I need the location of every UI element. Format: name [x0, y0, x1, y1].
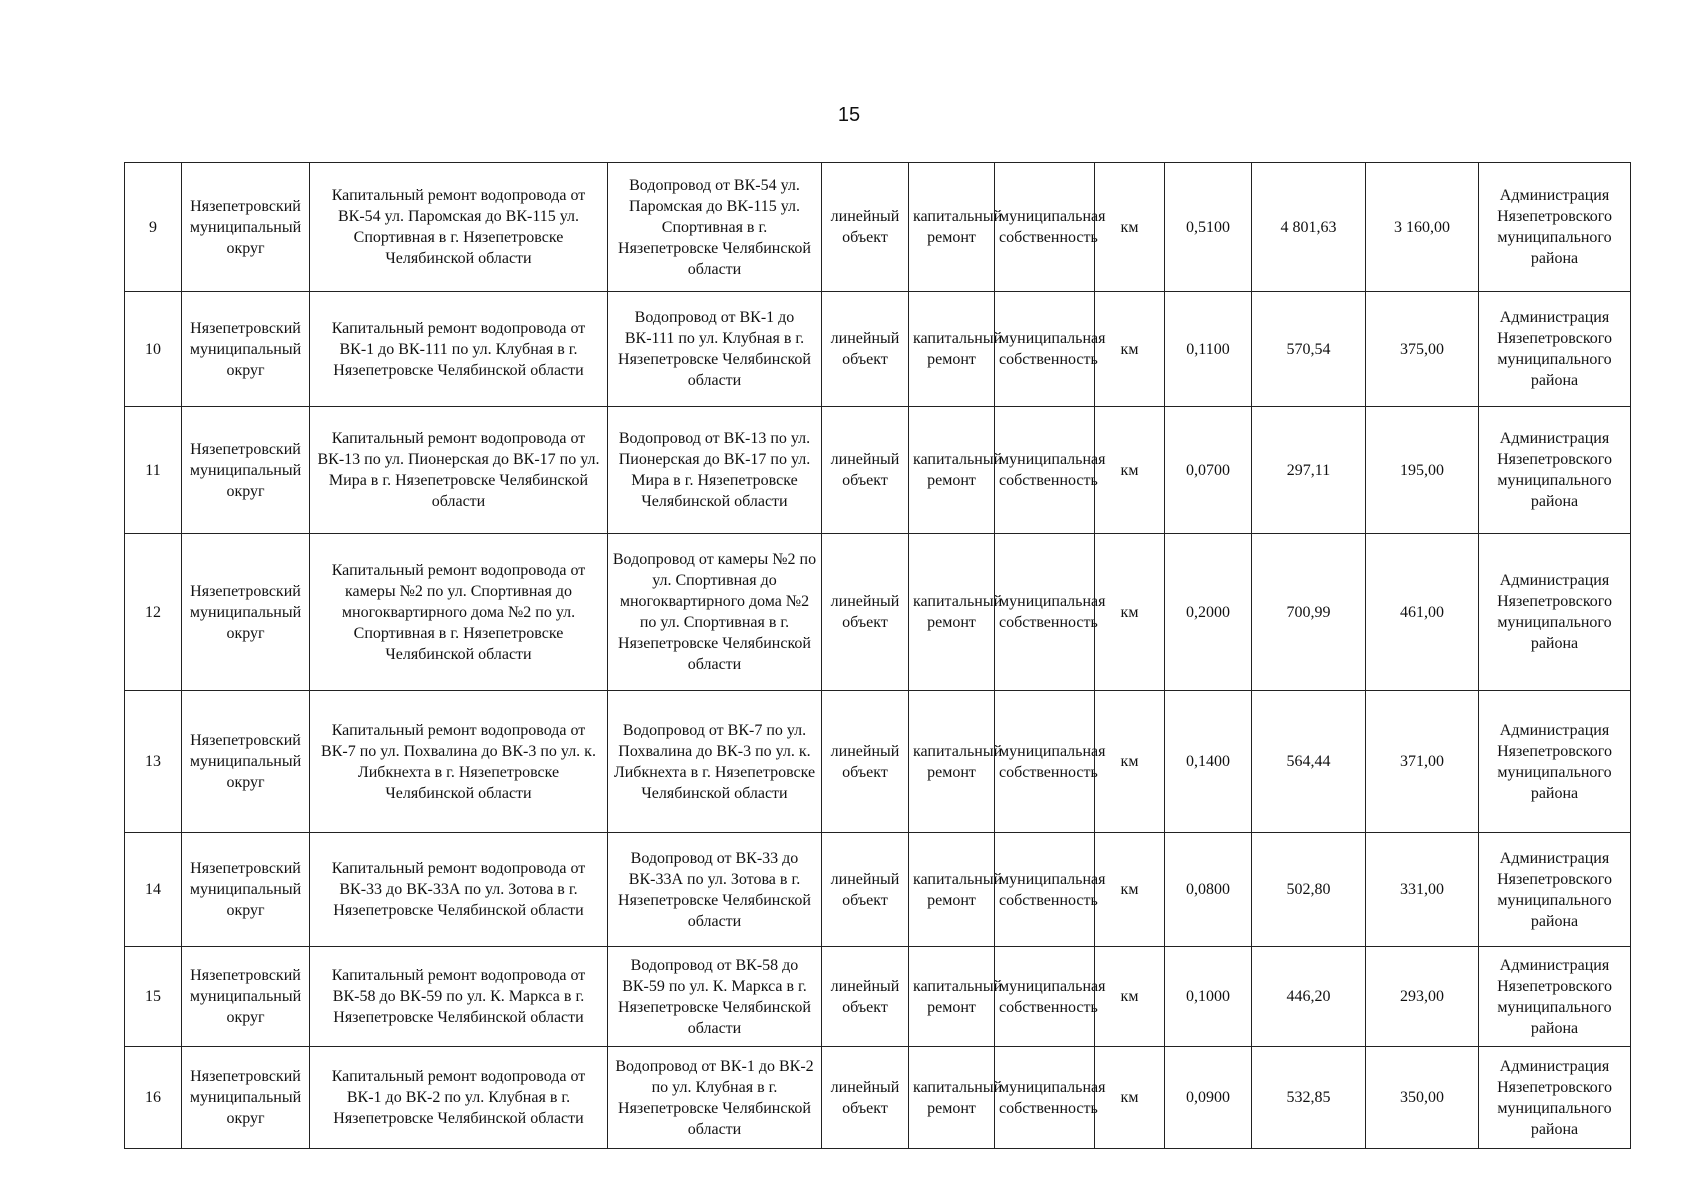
cost-part-cell: 371,00: [1366, 691, 1479, 833]
unit-cell: км: [1095, 534, 1165, 691]
event-cell: Капитальный ремонт водопровода от ВК-58 до ВК-59 по ул. К. Маркса в г. Нязепетровске Челябинской области: [310, 947, 608, 1047]
table-row: [125, 163, 1631, 292]
municipality-cell: Нязепетровский муниципальный округ: [182, 292, 310, 407]
cost-total-cell: 564,44: [1252, 691, 1366, 833]
municipality-cell: Нязепетровский муниципальный округ: [182, 691, 310, 833]
event-cell: Капитальный ремонт водопровода от ВК-1 до ВК-2 по ул. Клубная в г. Нязепетровске Челябинской области: [310, 1047, 608, 1149]
ownership-cell: муниципальная собственность: [995, 292, 1095, 407]
ownership-cell: муниципальная собственность: [995, 407, 1095, 534]
object-type-cell: линейный объект: [822, 534, 909, 691]
row-number: 14: [125, 833, 182, 947]
length-cell: 0,1000: [1165, 947, 1252, 1047]
customer-cell: Администрация Нязепетровского муниципального района: [1479, 292, 1631, 407]
length-cell: 0,5100: [1165, 163, 1252, 292]
row-number: 12: [125, 534, 182, 691]
object-cell: Водопровод от ВК-1 до ВК-111 по ул. Клубная в г. Нязепетровске Челябинской области: [608, 292, 822, 407]
table-row: [125, 947, 1631, 1047]
cost-part-cell: 350,00: [1366, 1047, 1479, 1149]
length-cell: 0,2000: [1165, 534, 1252, 691]
table-row: [125, 534, 1631, 691]
customer-cell: Администрация Нязепетровского муниципального района: [1479, 1047, 1631, 1149]
cost-total-cell: 532,85: [1252, 1047, 1366, 1149]
object-cell: Водопровод от ВК-54 ул. Паромская до ВК-115 ул. Спортивная в г. Нязепетровске Челябинской области: [608, 163, 822, 292]
length-cell: 0,1100: [1165, 292, 1252, 407]
unit-cell: км: [1095, 292, 1165, 407]
cost-total-cell: 446,20: [1252, 947, 1366, 1047]
ownership-cell: муниципальная собственность: [995, 947, 1095, 1047]
municipality-cell: Нязепетровский муниципальный округ: [182, 534, 310, 691]
row-number: 16: [125, 1047, 182, 1149]
work-type-cell: капитальный ремонт: [909, 833, 995, 947]
ownership-cell: муниципальная собственность: [995, 1047, 1095, 1149]
unit-cell: км: [1095, 1047, 1165, 1149]
event-cell: Капитальный ремонт водопровода от ВК-13 по ул. Пионерская до ВК-17 по ул. Мира в г. Нязепетровске Челябинской области: [310, 407, 608, 534]
object-cell: Водопровод от камеры №2 по ул. Спортивная до многоквартирного дома №2 по ул. Спортивная в г. Нязепетровске Челябинской области: [608, 534, 822, 691]
page-number: 15: [837, 104, 861, 126]
object-cell: Водопровод от ВК-1 до ВК-2 по ул. Клубная в г. Нязепетровске Челябинской области: [608, 1047, 822, 1149]
table-row: [125, 1047, 1631, 1149]
length-cell: 0,0900: [1165, 1047, 1252, 1149]
event-cell: Капитальный ремонт водопровода от ВК-54 ул. Паромская до ВК-115 ул. Спортивная в г. Нязепетровске Челябинской области: [310, 163, 608, 292]
object-type-cell: линейный объект: [822, 292, 909, 407]
table-row: [125, 407, 1631, 534]
event-cell: Капитальный ремонт водопровода от ВК-7 по ул. Похвалина до ВК-3 по ул. к. Либкнехта в г. Нязепетровске Челябинской области: [310, 691, 608, 833]
cost-part-cell: 293,00: [1366, 947, 1479, 1047]
event-cell: Капитальный ремонт водопровода от ВК-33 до ВК-33А по ул. Зотова в г. Нязепетровске Челябинской области: [310, 833, 608, 947]
row-number: 15: [125, 947, 182, 1047]
length-cell: 0,0700: [1165, 407, 1252, 534]
cost-part-cell: 3 160,00: [1366, 163, 1479, 292]
cost-part-cell: 461,00: [1366, 534, 1479, 691]
work-type-cell: капитальный ремонт: [909, 163, 995, 292]
unit-cell: км: [1095, 691, 1165, 833]
length-cell: 0,1400: [1165, 691, 1252, 833]
row-number: 10: [125, 292, 182, 407]
unit-cell: км: [1095, 947, 1165, 1047]
ownership-cell: муниципальная собственность: [995, 534, 1095, 691]
object-type-cell: линейный объект: [822, 947, 909, 1047]
municipality-cell: Нязепетровский муниципальный округ: [182, 1047, 310, 1149]
work-type-cell: капитальный ремонт: [909, 1047, 995, 1149]
row-number: 11: [125, 407, 182, 534]
customer-cell: Администрация Нязепетровского муниципального района: [1479, 947, 1631, 1047]
cost-part-cell: 195,00: [1366, 407, 1479, 534]
municipality-cell: Нязепетровский муниципальный округ: [182, 833, 310, 947]
cost-total-cell: 297,11: [1252, 407, 1366, 534]
ownership-cell: муниципальная собственность: [995, 691, 1095, 833]
event-cell: Капитальный ремонт водопровода от ВК-1 до ВК-111 по ул. Клубная в г. Нязепетровске Челябинской области: [310, 292, 608, 407]
customer-cell: Администрация Нязепетровского муниципального района: [1479, 163, 1631, 292]
work-type-cell: капитальный ремонт: [909, 407, 995, 534]
object-cell: Водопровод от ВК-7 по ул. Похвалина до ВК-3 по ул. к. Либкнехта в г. Нязепетровске Челябинской области: [608, 691, 822, 833]
cost-total-cell: 570,54: [1252, 292, 1366, 407]
work-type-cell: капитальный ремонт: [909, 947, 995, 1047]
customer-cell: Администрация Нязепетровского муниципального района: [1479, 534, 1631, 691]
unit-cell: км: [1095, 163, 1165, 292]
object-cell: Водопровод от ВК-13 по ул. Пионерская до ВК-17 по ул. Мира в г. Нязепетровске Челябинской области: [608, 407, 822, 534]
cost-part-cell: 375,00: [1366, 292, 1479, 407]
cost-total-cell: 700,99: [1252, 534, 1366, 691]
object-type-cell: линейный объект: [822, 691, 909, 833]
cost-total-cell: 502,80: [1252, 833, 1366, 947]
ownership-cell: муниципальная собственность: [995, 163, 1095, 292]
work-type-cell: капитальный ремонт: [909, 292, 995, 407]
work-type-cell: капитальный ремонт: [909, 691, 995, 833]
object-type-cell: линейный объект: [822, 407, 909, 534]
work-type-cell: капитальный ремонт: [909, 534, 995, 691]
capital-repair-table: [124, 162, 1631, 1149]
object-type-cell: линейный объект: [822, 163, 909, 292]
customer-cell: Администрация Нязепетровского муниципального района: [1479, 691, 1631, 833]
table-body: [125, 163, 1631, 1149]
object-type-cell: линейный объект: [822, 1047, 909, 1149]
customer-cell: Администрация Нязепетровского муниципального района: [1479, 407, 1631, 534]
table-row: [125, 691, 1631, 833]
cost-part-cell: 331,00: [1366, 833, 1479, 947]
unit-cell: км: [1095, 833, 1165, 947]
object-cell: Водопровод от ВК-58 до ВК-59 по ул. К. Маркса в г. Нязепетровске Челябинской области: [608, 947, 822, 1047]
table-row: [125, 833, 1631, 947]
object-cell: Водопровод от ВК-33 до ВК-33А по ул. Зотова в г. Нязепетровске Челябинской области: [608, 833, 822, 947]
unit-cell: км: [1095, 407, 1165, 534]
customer-cell: Администрация Нязепетровского муниципального района: [1479, 833, 1631, 947]
row-number: 9: [125, 163, 182, 292]
row-number: 13: [125, 691, 182, 833]
event-cell: Капитальный ремонт водопровода от камеры №2 по ул. Спортивная до многоквартирного дома №2 по ул. Спортивная в г. Нязепетровске Челябинской области: [310, 534, 608, 691]
object-type-cell: линейный объект: [822, 833, 909, 947]
municipality-cell: Нязепетровский муниципальный округ: [182, 947, 310, 1047]
ownership-cell: муниципальная собственность: [995, 833, 1095, 947]
municipality-cell: Нязепетровский муниципальный округ: [182, 163, 310, 292]
length-cell: 0,0800: [1165, 833, 1252, 947]
table-row: [125, 292, 1631, 407]
municipality-cell: Нязепетровский муниципальный округ: [182, 407, 310, 534]
cost-total-cell: 4 801,63: [1252, 163, 1366, 292]
